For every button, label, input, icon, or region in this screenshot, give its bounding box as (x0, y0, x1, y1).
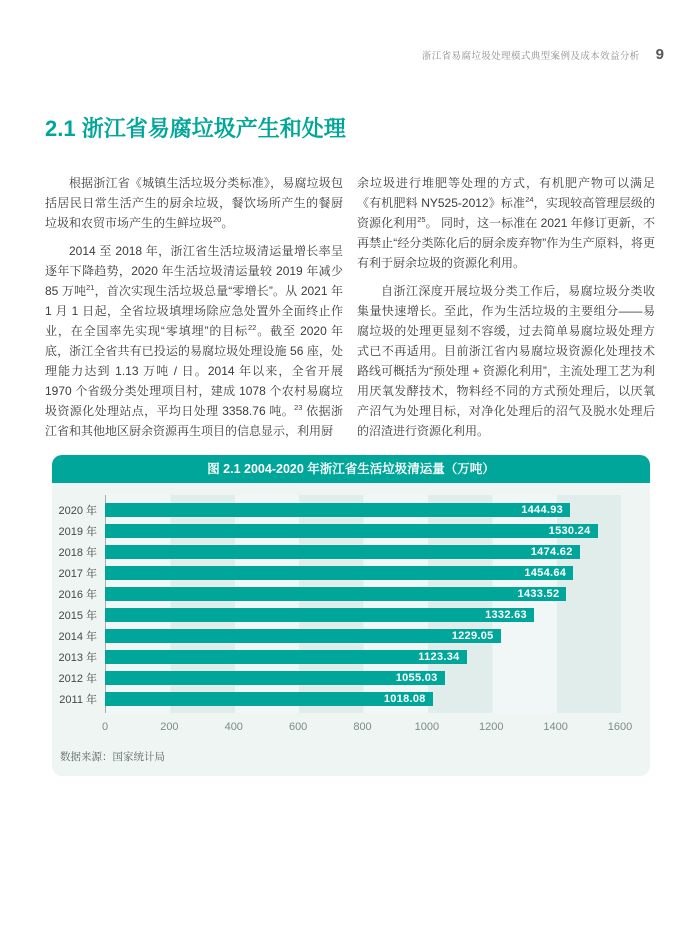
chart-row (57, 604, 650, 625)
bar-value-label: 1332.63 (485, 608, 527, 621)
footnote-marker: 21 (86, 283, 95, 292)
bar-value-label: 1055.03 (395, 671, 438, 684)
bar-track (105, 671, 620, 685)
x-axis-tick-label: 1000 (414, 721, 440, 733)
bar (105, 524, 598, 538)
chart-title: 图 2.1 2004-2020 年浙江省生活垃圾清运量（万吨） (52, 455, 650, 483)
footnote-marker: 24 (525, 195, 534, 204)
y-axis-label: 2016 年 (58, 588, 97, 601)
bar-chart-plot (57, 495, 650, 713)
text-column-left (45, 173, 343, 441)
bar (105, 545, 580, 559)
footnote-marker: 23 (294, 403, 303, 412)
paragraph (45, 241, 343, 441)
y-axis-label: 2015 年 (58, 609, 97, 622)
bar-track (105, 692, 620, 706)
bar (105, 629, 501, 643)
bar-value-label: 1018.08 (383, 692, 426, 705)
bar-track (105, 608, 620, 622)
bar (105, 566, 573, 580)
chart-row (57, 688, 650, 709)
chart-row (57, 646, 650, 667)
bar-value-label: 1474.62 (530, 545, 573, 558)
bar-track (105, 587, 620, 601)
y-axis-label: 2019 年 (58, 525, 97, 538)
text-run: ，首次实现生活垃圾总量“零增长”。从 2021 年 1 月 1 日起，全省垃圾填埋场除应急处置外全面终止作业，在全国率先实现“零填埋”的目标 (45, 284, 343, 338)
text-run: 自浙江深度开展垃圾分类工作后，易腐垃圾分类收集量快速增长。至此，作为生活垃圾的主要组分——易腐垃圾的处理更显刻不容缓，过去简单易腐垃圾处理方式已不再适用。目前浙江省内易腐垃圾资源化处理技术路线可概括为“预处理 + 资源化利用”，主流处理工艺为利用厌氧发酵技术，物料经不同的方式预处理后，以厌氧产沼气为处理目标，对净化处理后的沼气及脱水处理后的沼渣进行资源化利用。 (357, 284, 655, 438)
y-axis-label: 2011 年 (59, 693, 97, 706)
bar-value-label: 1454.64 (524, 566, 567, 579)
x-axis-tick-label: 1200 (479, 721, 504, 733)
y-axis-label: 2020 年 (58, 504, 97, 517)
running-header-title: 浙江省易腐垃圾处理模式典型案例及成本效益分析 (421, 51, 640, 62)
y-axis-label: 2017 年 (58, 567, 97, 580)
text-run: 。 (221, 216, 234, 230)
bar-value-label: 1229.05 (451, 629, 494, 642)
text-run: 余垃圾进行堆肥等处理的方式，有机肥产物可以满足《有机肥料 NY525-2012》标准 (357, 176, 655, 210)
bar-track (105, 566, 620, 580)
section-title: 2.1 浙江省易腐垃圾产生和处理 (45, 116, 346, 141)
text-run: 。 同时，这一标准在 2021 年修订更新，不再禁止“经分类陈化后的厨余废弃物”作为生产原料，将更有利于厨余垃圾的资源化利用。 (357, 216, 655, 270)
chart-row (57, 562, 650, 583)
bar-value-label: 1530.24 (548, 524, 591, 537)
page-number: 9 (655, 46, 664, 63)
paragraph (45, 173, 343, 233)
bar-track (105, 524, 620, 538)
footnote-marker: 22 (247, 323, 257, 332)
bar-value-label: 1433.52 (517, 587, 560, 600)
chart-row (57, 667, 650, 688)
paragraph (357, 281, 655, 441)
paragraph (357, 173, 655, 273)
bar (105, 692, 433, 706)
bar-track (105, 503, 620, 517)
text-run: ，实现较高管理层级的资源化利用 (357, 196, 655, 230)
page-header (0, 0, 700, 63)
y-axis-label: 2018 年 (58, 546, 97, 559)
x-axis-tick-label: 400 (224, 721, 243, 733)
chart-body (52, 483, 650, 776)
text-run: 。截至 2020 年底，浙江全省共有已投运的易腐垃圾处理设施 56 座，处理能力达到 1.13 万吨 / 日。2014 年以来，全省开展 1970 个省级分类处理项目村，建成 1078 个农村易腐垃圾资源化处理站点，平均日处理 3358.76 吨。 (45, 324, 343, 418)
bar-value-label: 1123.34 (418, 650, 460, 663)
x-axis-tick-label: 200 (160, 721, 179, 733)
text-column-right (357, 173, 655, 441)
chart-row (57, 520, 650, 541)
y-axis-label: 2014 年 (58, 630, 97, 643)
footnote-marker: 25 (417, 215, 426, 224)
x-axis-tick-label: 1400 (543, 721, 568, 733)
y-axis-label: 2013 年 (58, 651, 97, 664)
chart-row (57, 625, 650, 646)
chart-row (57, 541, 650, 562)
bar (105, 671, 445, 685)
footnote-marker: 20 (213, 215, 222, 224)
bar (105, 587, 566, 601)
x-axis-tick-label: 800 (353, 721, 372, 733)
x-axis-tick-label: 600 (288, 721, 308, 733)
bar-track (105, 629, 620, 643)
x-axis-tick-label: 1600 (607, 721, 633, 733)
text-run: 2014 至 2018 年，浙江省生活垃圾清运量增长率呈逐年下降趋势，2020 年生活垃圾清运量较 2019 年减少 85 万吨 (45, 244, 343, 298)
bar-track (105, 545, 620, 559)
chart-row (57, 583, 650, 604)
bar-value-label: 1444.93 (521, 503, 564, 516)
y-axis-label: 2012 年 (58, 672, 97, 685)
chart-card (52, 455, 650, 776)
text-run: 依据浙江省和其他地区厨余资源再生项目的信息显示，利用厨 (45, 404, 343, 438)
x-axis-tick-label: 0 (101, 721, 109, 733)
bar (105, 608, 534, 622)
data-source-note: 数据来源：国家统计局 (60, 751, 165, 763)
bar (105, 503, 570, 517)
body-columns (45, 173, 655, 441)
bar (105, 650, 467, 664)
text-run: 根据浙江省《城镇生活垃圾分类标准》，易腐垃圾包括居民日常生活产生的厨余垃圾，餐饮场所产生的餐厨垃圾和农贸市场产生的生鲜垃圾 (45, 176, 343, 230)
bar-track (105, 650, 620, 664)
chart-row (57, 499, 650, 520)
x-axis (101, 721, 633, 735)
